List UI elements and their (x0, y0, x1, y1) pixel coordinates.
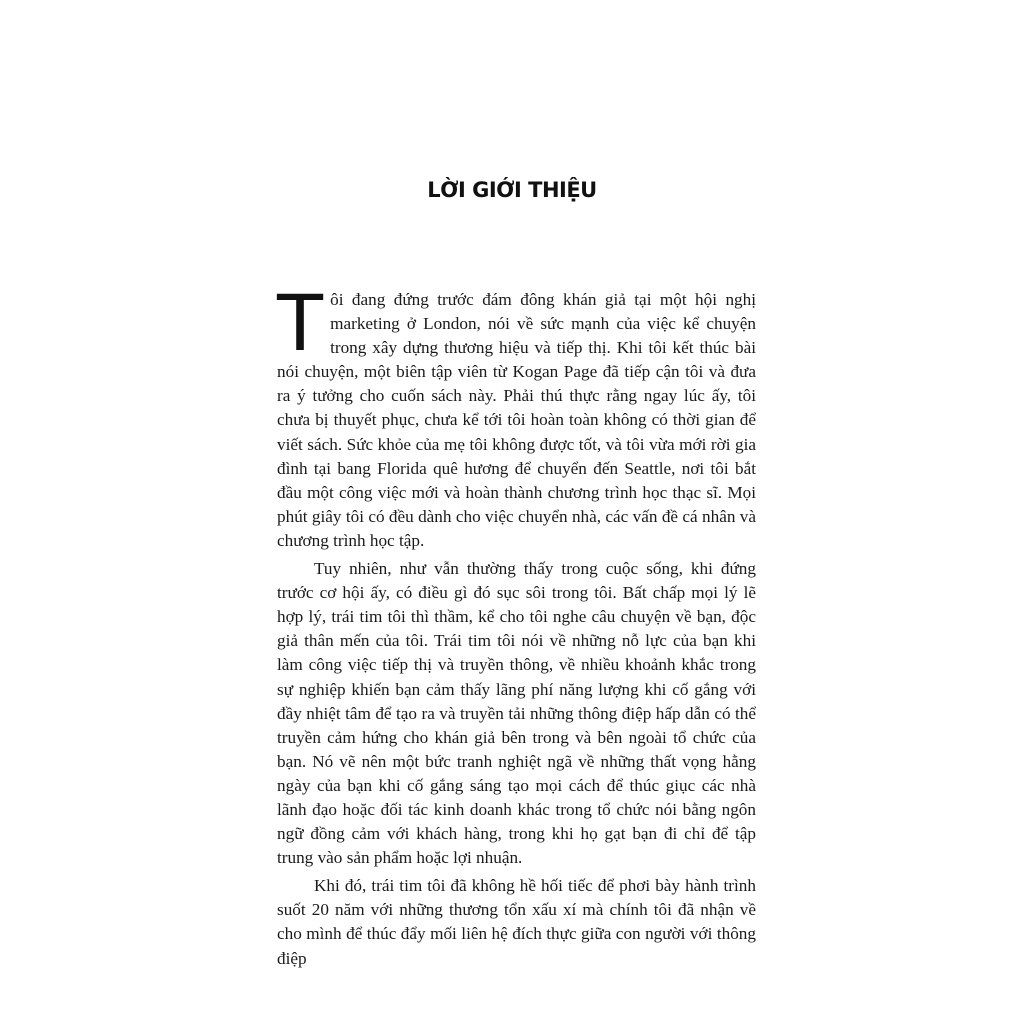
paragraph-1-text: ôi đang đứng trước đám đông khán giả tại một hội nghị marketing ở London, nói về sức mạnh của việc kể chuyện trong xây dựng thương hiệu và tiếp thị. Khi tôi kết thúc bài nói chuyện, một biên tập viên từ Kogan Page đã tiếp cận tôi và đưa ra ý tưởng cho cuốn sách này. Phải thú thực rằng ngay lúc ấy, tôi chưa bị thuyết phục, chưa kể tới tôi hoàn toàn không có thời gian để viết sách. Sức khỏe của mẹ tôi không được tốt, và tôi vừa mới rời gia đình tại bang Florida quê hương để chuyển đến Seattle, nơi tôi bắt đầu một công việc mới và hoàn thành chương trình học thạc sĩ. Mọi phút giây tôi có đều dành cho việc chuyển nhà, các vấn đề cá nhân và chương trình học tập. (277, 290, 756, 550)
chapter-title: LỜI GIỚI THIỆU (427, 178, 597, 202)
chapter-body (275, 277, 756, 975)
paragraph-3: Khi đó, trái tim tôi đã không hề hối tiếc để phơi bày hành trình suốt 20 năm với những thương tổn xấu xí mà chính tôi đã nhận về cho mình để thúc đẩy mối liên hệ đích thực giữa con người với thông điệp (277, 876, 756, 968)
paragraph-2: Tuy nhiên, như vẫn thường thấy trong cuộc sống, khi đứng trước cơ hội ấy, có điều gì đó sục sôi trong tôi. Bất chấp mọi lý lẽ hợp lý, trái tim tôi thì thầm, kể cho tôi nghe câu chuyện về bạn, độc giả thân mến của tôi. Trái tim tôi nói về những nỗ lực của bạn khi làm công việc tiếp thị và truyền thông, về nhiều khoảnh khắc trong sự nghiệp khiến bạn cảm thấy lãng phí năng lượng khi cố gắng với đầy nhiệt tâm để tạo ra và truyền tải những thông điệp hấp dẫn có thể truyền cảm hứng cho khán giả bên trong và bên ngoài tổ chức của bạn. Nó vẽ nên một bức tranh nghiệt ngã về những thất vọng hằng ngày của bạn khi cố gắng sáng tạo mọi cách để thúc giục các nhà lãnh đạo hoặc đối tác kinh doanh khác trong tổ chức nói bằng ngôn ngữ đồng cảm với khách hàng, trong khi họ gạt bạn đi chỉ để tập trung vào sản phẩm hoặc lợi nhuận. (277, 559, 756, 868)
paragraph-1 (275, 277, 756, 553)
drop-cap: T (275, 277, 326, 368)
